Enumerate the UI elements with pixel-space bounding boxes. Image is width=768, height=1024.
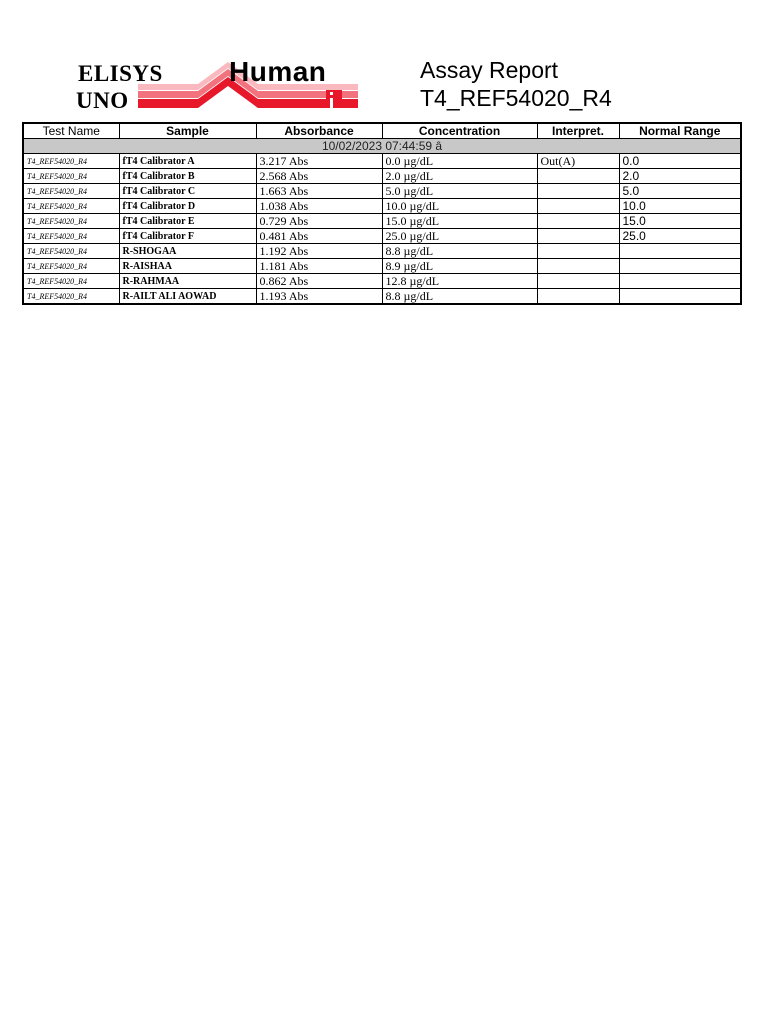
cell-normal-range xyxy=(619,244,741,259)
cell-concentration: 12.8 µg/dL xyxy=(382,274,537,289)
cell-interpret xyxy=(537,244,619,259)
cell-absorbance: 2.568 Abs xyxy=(256,169,382,184)
table-row xyxy=(23,244,741,259)
cell-concentration: 8.8 µg/dL xyxy=(382,244,537,259)
table-row xyxy=(23,154,741,169)
cell-normal-range: 0.0 xyxy=(619,154,741,169)
header-sample: Sample xyxy=(119,123,256,139)
table-row xyxy=(23,289,741,305)
cell-interpret xyxy=(537,289,619,305)
date-row xyxy=(23,139,741,154)
cell-absorbance: 1.038 Abs xyxy=(256,199,382,214)
cell-absorbance: 3.217 Abs xyxy=(256,154,382,169)
cell-interpret xyxy=(537,259,619,274)
cell-absorbance: 1.193 Abs xyxy=(256,289,382,305)
cell-concentration: 25.0 µg/dL xyxy=(382,229,537,244)
cell-interpret xyxy=(537,229,619,244)
table-row xyxy=(23,229,741,244)
table-row xyxy=(23,184,741,199)
report-subtitle: T4_REF54020_R4 xyxy=(420,85,612,111)
cell-absorbance: 0.481 Abs xyxy=(256,229,382,244)
cell-sample: fT4 Calibrator D xyxy=(119,199,256,214)
cell-concentration: 15.0 µg/dL xyxy=(382,214,537,229)
cell-concentration: 10.0 µg/dL xyxy=(382,199,537,214)
cell-concentration: 8.9 µg/dL xyxy=(382,259,537,274)
cell-interpret xyxy=(537,214,619,229)
cell-normal-range: 5.0 xyxy=(619,184,741,199)
cell-sample: R-AILT ALI AOWAD xyxy=(119,289,256,305)
cell-absorbance: 0.729 Abs xyxy=(256,214,382,229)
cell-normal-range: 2.0 xyxy=(619,169,741,184)
header-interpret: Interpret. xyxy=(537,123,619,139)
table-row xyxy=(23,169,741,184)
cell-test-name: T4_REF54020_R4 xyxy=(23,184,119,199)
cell-sample: fT4 Calibrator C xyxy=(119,184,256,199)
table-row xyxy=(23,259,741,274)
cell-test-name: T4_REF54020_R4 xyxy=(23,289,119,305)
cell-sample: R-AISHAA xyxy=(119,259,256,274)
logo-mark-cut-a xyxy=(330,92,333,95)
header-row xyxy=(23,123,741,139)
cell-test-name: T4_REF54020_R4 xyxy=(23,154,119,169)
cell-normal-range xyxy=(619,259,741,274)
logo-mark-block xyxy=(326,90,342,108)
cell-interpret xyxy=(537,184,619,199)
cell-interpret xyxy=(537,199,619,214)
table-row xyxy=(23,214,741,229)
cell-test-name: T4_REF54020_R4 xyxy=(23,274,119,289)
header-normal-range: Normal Range xyxy=(619,123,741,139)
cell-normal-range: 10.0 xyxy=(619,199,741,214)
header-absorbance: Absorbance xyxy=(256,123,382,139)
cell-absorbance: 1.192 Abs xyxy=(256,244,382,259)
cell-test-name: T4_REF54020_R4 xyxy=(23,214,119,229)
cell-sample: R-SHOGAA xyxy=(119,244,256,259)
cell-sample: fT4 Calibrator B xyxy=(119,169,256,184)
report-title: Assay Report xyxy=(420,57,559,83)
company-logo xyxy=(74,58,364,114)
cell-normal-range: 15.0 xyxy=(619,214,741,229)
cell-sample: fT4 Calibrator E xyxy=(119,214,256,229)
cell-test-name: T4_REF54020_R4 xyxy=(23,199,119,214)
cell-normal-range xyxy=(619,289,741,305)
cell-interpret: Out(A) xyxy=(537,154,619,169)
results-table xyxy=(22,122,742,305)
cell-interpret xyxy=(537,274,619,289)
table-row xyxy=(23,274,741,289)
cell-sample: R-RAHMAA xyxy=(119,274,256,289)
logo-mark-cut-b xyxy=(330,98,333,108)
cell-test-name: T4_REF54020_R4 xyxy=(23,244,119,259)
cell-concentration: 8.8 µg/dL xyxy=(382,289,537,305)
header-concentration: Concentration xyxy=(382,123,537,139)
run-date: 10/02/2023 07:44:59 â xyxy=(23,139,741,154)
cell-test-name: T4_REF54020_R4 xyxy=(23,259,119,274)
cell-concentration: 5.0 µg/dL xyxy=(382,184,537,199)
table-row xyxy=(23,199,741,214)
cell-test-name: T4_REF54020_R4 xyxy=(23,229,119,244)
cell-absorbance: 1.663 Abs xyxy=(256,184,382,199)
cell-test-name: T4_REF54020_R4 xyxy=(23,169,119,184)
cell-absorbance: 0.862 Abs xyxy=(256,274,382,289)
cell-absorbance: 1.181 Abs xyxy=(256,259,382,274)
logo-line-elisys: ELISYS xyxy=(78,61,163,86)
cell-interpret xyxy=(537,169,619,184)
cell-sample: fT4 Calibrator F xyxy=(119,229,256,244)
cell-concentration: 2.0 µg/dL xyxy=(382,169,537,184)
cell-concentration: 0.0 µg/dL xyxy=(382,154,537,169)
cell-normal-range: 25.0 xyxy=(619,229,741,244)
report-title-block xyxy=(420,56,612,112)
header-test-name: Test Name xyxy=(23,123,119,139)
cell-sample: fT4 Calibrator A xyxy=(119,154,256,169)
logo-line-uno: UNO xyxy=(76,88,129,113)
logo-brand-human: Human xyxy=(229,56,327,87)
cell-normal-range xyxy=(619,274,741,289)
